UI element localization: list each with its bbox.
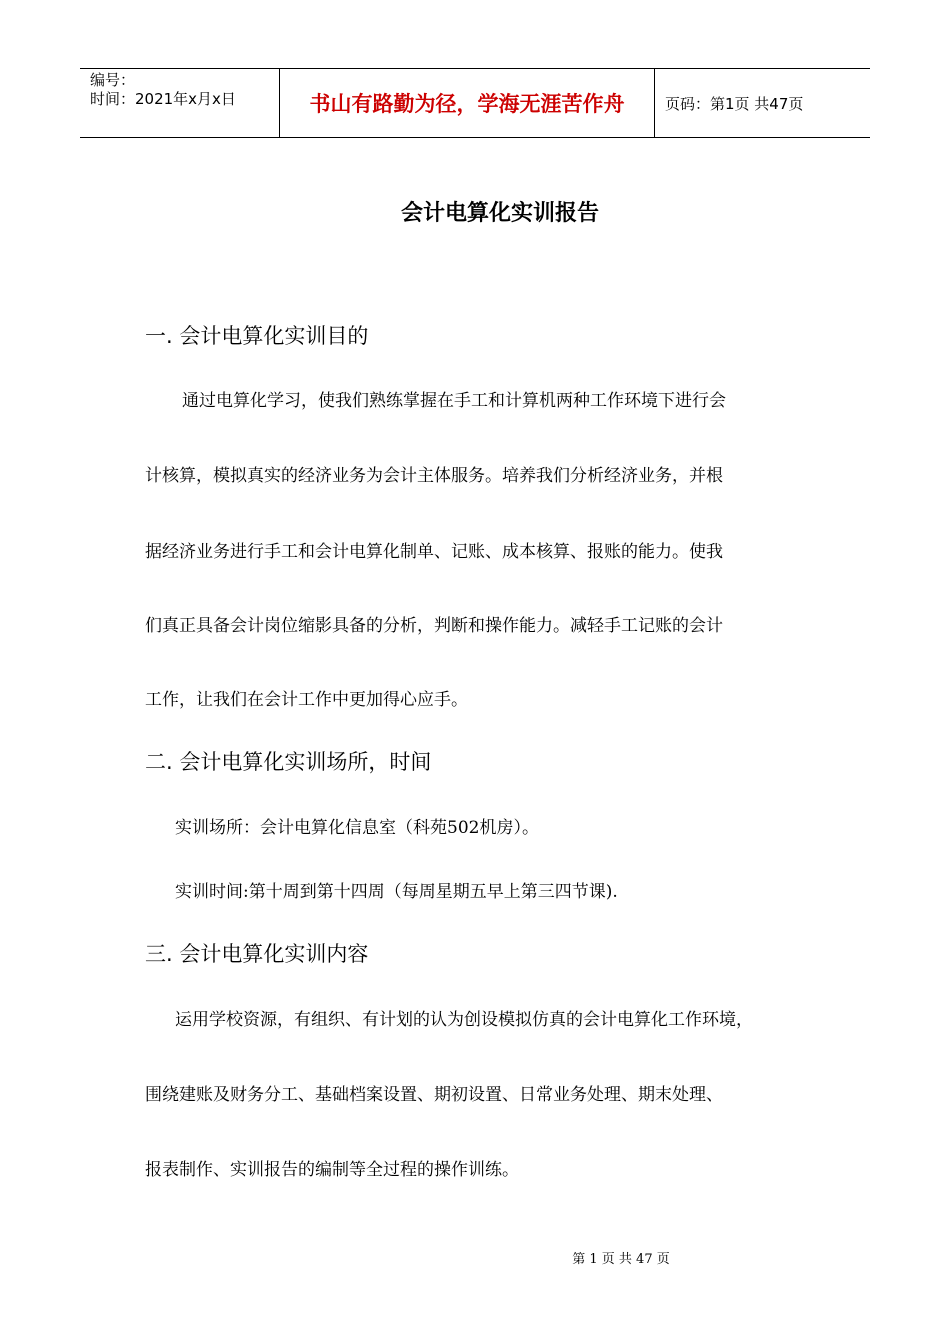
paragraph-line: 工作，让我们在会计工作中更加得心应手。 xyxy=(145,690,468,710)
time-label: 时间：2021年x月x日 xyxy=(90,90,236,108)
header-page-info: 页码：第1页 共47页 xyxy=(665,94,804,113)
paragraph-line: 报表制作、实训报告的编制等全过程的操作训练。 xyxy=(145,1160,519,1180)
paragraph-line: 通过电算化学习，使我们熟练掌握在手工和计算机两种工作环境下进行会 xyxy=(182,391,726,411)
number-label: 编号： xyxy=(90,71,136,89)
paragraph-line: 们真正具备会计岗位缩影具备的分析，判断和操作能力。减轻手工记账的会计 xyxy=(145,616,723,636)
paragraph-line: 实训时间:第十周到第十四周（每周星期五早上第三四节课). xyxy=(175,882,618,902)
header-table xyxy=(80,68,870,138)
paragraph-line: 运用学校资源，有组织、有计划的认为创设模拟仿真的会计电算化工作环境， xyxy=(175,1010,753,1030)
document-title: 会计电算化实训报告 xyxy=(400,201,599,226)
header-meta xyxy=(80,69,280,137)
section-heading-3: 三. 会计电算化实训内容 xyxy=(145,942,369,966)
section-heading-1: 一. 会计电算化实训目的 xyxy=(145,324,369,348)
paragraph-line: 计核算，模拟真实的经济业务为会计主体服务。培养我们分析经济业务，并根 xyxy=(145,466,723,486)
paragraph-line: 实训场所：会计电算化信息室（科苑502机房）。 xyxy=(175,818,539,838)
header-motto: 书山有路勤为径，学海无涯苦作舟 xyxy=(280,69,655,137)
section-heading-2: 二. 会计电算化实训场所，时间 xyxy=(145,750,432,774)
paragraph-line: 据经济业务进行手工和会计电算化制单、记账、成本核算、报账的能力。使我 xyxy=(145,542,723,562)
page-footer: 第 1 页 共 47 页 xyxy=(572,1252,670,1267)
paragraph-line: 围绕建账及财务分工、基础档案设置、期初设置、日常业务处理、期末处理、 xyxy=(145,1085,723,1105)
